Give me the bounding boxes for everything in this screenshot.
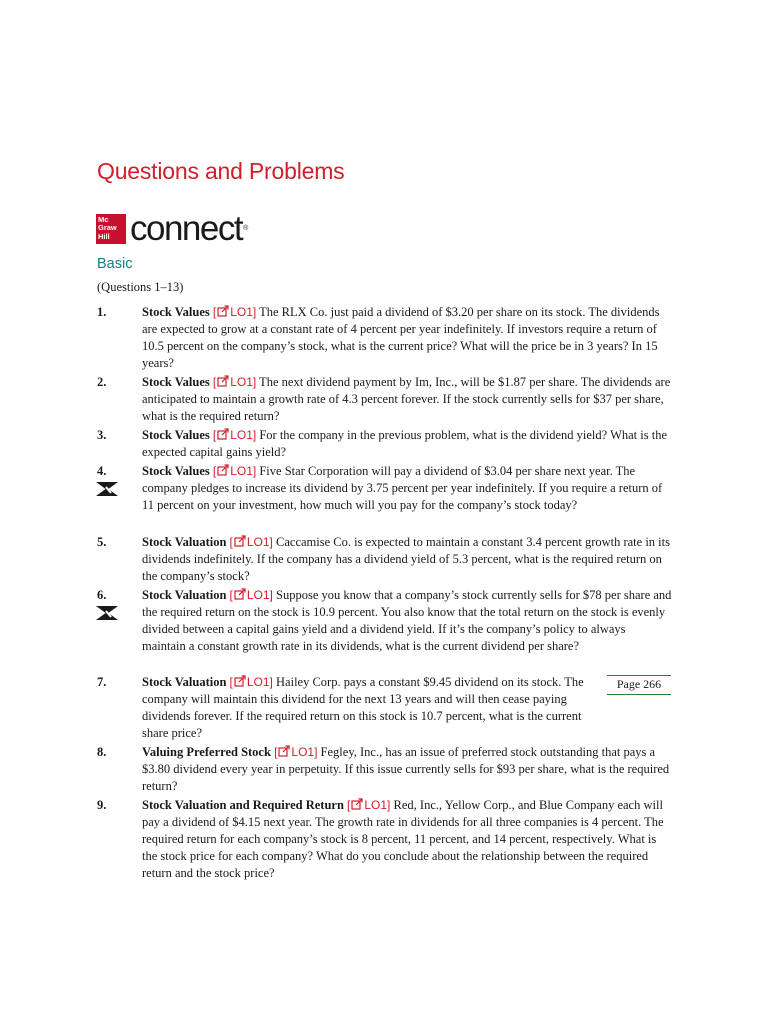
lo-label: LO1] — [246, 588, 273, 602]
problem-title: Stock Valuation — [142, 588, 227, 602]
problem-title: Stock Values — [142, 305, 210, 319]
problem-number: 8. — [97, 745, 107, 759]
question-range: (Questions 1–13) — [97, 280, 184, 294]
excel-x-icon — [95, 605, 119, 621]
problem-title: Stock Values — [142, 464, 210, 478]
learning-objective: [ LO1] — [229, 675, 273, 689]
problem-title: Valuing Preferred Stock — [142, 745, 271, 759]
problem-item — [97, 374, 677, 425]
learning-objective: [ LO1] — [229, 588, 273, 602]
connect-logo — [96, 208, 247, 248]
learning-objective: [ LO1] — [274, 745, 318, 759]
excel-x-icon — [95, 481, 119, 497]
problem-item — [97, 304, 677, 372]
learning-objective: [ LO1] — [212, 305, 257, 319]
problem-text — [142, 534, 672, 585]
mcgraw-hill-logo — [96, 214, 126, 244]
problem-title: Stock Valuation — [142, 675, 227, 689]
learning-objective: [ LO1] — [347, 798, 391, 812]
page-heading: Questions and Problems — [97, 158, 345, 184]
problem-text — [142, 587, 672, 655]
problem-body: Suppose you know that a company’s stock currently sells for $78 per share and the required return on the stock is 10.9 percent. You also know that the total return on the stock is evenly divided between a capital gains yield and a dividend yield. If it’s the company’s policy to always maintain a constant growth rate in its dividends, what is the current dividend per share? — [142, 588, 672, 653]
lo-label: LO1] — [364, 798, 391, 812]
problem-number: 4. — [97, 464, 107, 478]
problem-item — [97, 427, 677, 461]
problem-item — [97, 797, 677, 882]
problem-title: Stock Valuation — [142, 535, 227, 549]
lo-label: LO1] — [246, 535, 273, 549]
connect-link-icon — [234, 675, 246, 687]
problem-item — [97, 587, 677, 655]
problem-text — [142, 674, 607, 742]
problem-body: For the company in the previous problem, what is the dividend yield? What is the expected capital gains yield? — [142, 428, 668, 459]
problem-number: 5. — [97, 535, 107, 549]
registered-mark: ® — [243, 224, 247, 232]
problem-number: 1. — [97, 305, 107, 319]
connect-link-icon — [217, 428, 229, 440]
learning-objective: [ LO1] — [212, 375, 257, 389]
problem-text — [142, 463, 672, 514]
problem-text — [142, 374, 672, 425]
problem-body: Caccamise Co. is expected to maintain a constant 3.4 percent growth rate in its dividends indefinitely. If the company has a dividend yield of 5.3 percent, what is the required return on the company’s stock? — [142, 535, 670, 583]
logo-line-2: Graw — [98, 223, 117, 233]
logo-line-1: Mc — [98, 214, 109, 224]
connect-wordmark — [130, 208, 247, 248]
connect-link-icon — [217, 375, 229, 387]
connect-link-icon — [234, 535, 246, 547]
problem-text — [142, 304, 672, 372]
problem-text — [142, 427, 672, 461]
lo-label: LO1] — [230, 464, 257, 478]
problem-body: The next dividend payment by Im, Inc., will be $1.87 per share. The dividends are anticipated to maintain a growth rate of 4.3 percent forever. If the stock currently sells for $37 per share, what is the required return? — [142, 375, 671, 423]
lo-label: LO1] — [291, 745, 318, 759]
problem-text — [142, 797, 672, 882]
lo-label: LO1] — [230, 305, 257, 319]
page-marker: Page 266 — [607, 675, 671, 695]
problem-text — [142, 744, 672, 795]
problem-body: Red, Inc., Yellow Corp., and Blue Company each will pay a dividend of $4.15 next year. The growth rate in dividends for all three companies is 4 percent. The required return for each company’s stock is 8 percent, 11 percent, and 14 percent, respectively. What is the stock price for each company? What do you conclude about the relationship between the required return and the stock price? — [142, 798, 664, 880]
connect-link-icon — [217, 464, 229, 476]
problem-body: Fegley, Inc., has an issue of preferred stock outstanding that pays a $3.80 dividend every year in perpetuity. If this issue currently sells for $93 per share, what is the required return? — [142, 745, 670, 793]
problem-item — [97, 463, 677, 514]
learning-objective: [ LO1] — [229, 535, 273, 549]
problem-title: Stock Values — [142, 428, 210, 442]
connect-link-icon — [234, 588, 246, 600]
connect-link-icon — [351, 798, 363, 810]
problem-number: 3. — [97, 428, 107, 442]
logo-line-3: Hill — [98, 231, 110, 241]
connect-link-icon — [217, 305, 229, 317]
lo-label: LO1] — [230, 428, 257, 442]
problem-number: 9. — [97, 798, 107, 812]
connect-link-icon — [278, 745, 290, 757]
lo-label: LO1] — [246, 675, 273, 689]
learning-objective: [ LO1] — [212, 464, 257, 478]
connect-wordmark-text: connect — [130, 208, 243, 248]
lo-label: LO1] — [230, 375, 257, 389]
problem-item — [97, 674, 677, 742]
problem-body: Five Star Corporation will pay a dividend of $3.04 per share next year. The company pledges to increase its dividend by 3.75 percent per year indefinitely. If you require a return of 11 percent on your investment, how much will you pay for the company’s stock today? — [142, 464, 663, 512]
problem-number: 7. — [97, 675, 107, 689]
section-heading: Basic — [97, 256, 133, 272]
problem-body: Hailey Corp. pays a constant $9.45 dividend on its stock. The company will maintain this dividend for the next 13 years and will then cease paying dividends forever. If the required return on this stock is 10.7 percent, what is the current share price? — [142, 675, 584, 740]
learning-objective: [ LO1] — [212, 428, 257, 442]
problem-number: 2. — [97, 375, 107, 389]
problem-title: Stock Valuation and Required Return — [142, 798, 344, 812]
problem-body: The RLX Co. just paid a dividend of $3.20 per share on its stock. The dividends are expected to grow at a constant rate of 4 percent per year indefinitely. If investors require a return of 10.5 percent on the company’s stock, what is the current price? What will the price be in 3 years? In 15 years? — [142, 305, 660, 370]
problem-number: 6. — [97, 588, 107, 602]
problem-title: Stock Values — [142, 375, 210, 389]
problem-item — [97, 744, 677, 795]
problem-item — [97, 534, 677, 585]
